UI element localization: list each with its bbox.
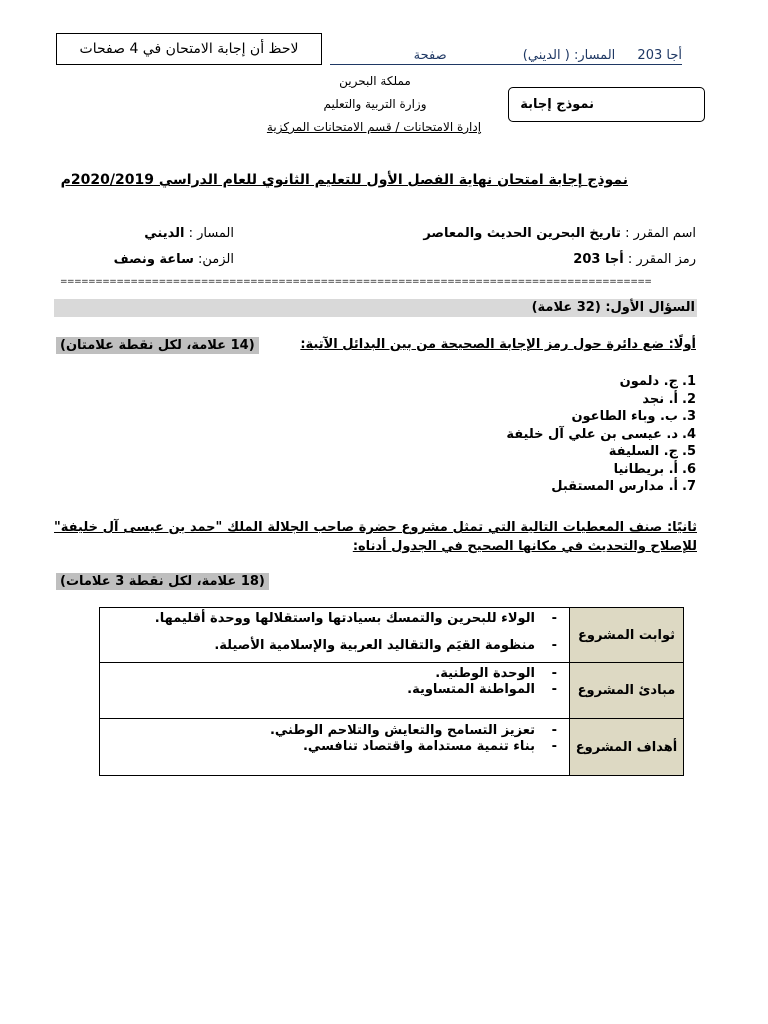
course-code-row [573,252,696,267]
list-item: - منظومة القيَم والتقاليد العربية والإسلامية الأصيلة. [104,637,557,654]
list-item: 5.ج. السليفة [608,444,696,459]
row-body [100,663,570,719]
list-item: - الولاء للبحرين والتمسك بسيادتها واستقلالها ووحدة أقليمها. [104,610,557,627]
department-name: إدارة الامتحانات / قسم الامتحانات المركزية [266,120,482,134]
row-head: ثوابت المشروع [570,608,684,663]
time-label: الزمن: [198,252,234,267]
answer-model-box [508,87,705,122]
header-track: المسار: ( الديني) [522,48,616,63]
row-head: أهداف المشروع [570,719,684,776]
header-underline [330,64,682,65]
list-item: 1.ج. دلمون [619,374,696,389]
list-item: 2.أ. نجد [642,391,696,407]
part1-title: أولًا: ضع دائرة حول رمز الإجابة الصحيحة من بين البدائل الآتية: [300,337,696,352]
list-item: 3.ب. وباء الطاعون [571,409,696,424]
list-item: - الوحدة الوطنية. [104,666,557,682]
separator-rule: ==================================================================================== [60,279,652,287]
course-name-value: تاريخ البحرين الحديث والمعاصر [423,226,621,241]
header-page-word: صفحة [413,48,447,63]
exam-title: نموذج إجابة امتحان نهاية الفصل الأول للتعليم الثانوي للعام الدراسي 2020/2019م [60,172,628,188]
course-code-label: رمز المقرر : [627,252,696,267]
kingdom-name: مملكة البحرين [339,74,411,88]
table-row [100,608,684,663]
track-value: الديني [144,226,185,241]
answers-list [506,373,696,496]
course-name-label: اسم المقرر : [625,226,696,241]
header-course-code: أجا 203 [637,48,682,63]
track-label: المسار : [188,226,234,241]
course-name-row [423,226,696,241]
header-meta [330,48,682,63]
list-item: 4.د. عيسى بن علي آل خليفة [506,426,696,442]
list-item: - بناء تنمية مستدامة واقتصاد تنافسي. [104,739,557,755]
page-count-note: لاحظ أن إجابة الامتحان في 4 صفحات [56,33,322,65]
project-table [99,607,684,776]
row-head: مبادئ المشروع [570,663,684,719]
question1-title: السؤال الأول: (32 علامة) [54,299,697,317]
track-row [144,226,234,241]
list-item: 7.أ. مدارس المستقبل [551,479,696,494]
list-item: - المواطنة المتساوية. [104,682,557,698]
part1-marks: (14 علامة، لكل نقطة علامتان) [56,337,259,354]
time-row [114,252,234,267]
time-value: ساعة ونصف [113,252,194,267]
row-body [100,608,570,663]
table-row [100,663,684,719]
list-item: 6.أ. بريطانيا [613,461,696,477]
table-row [100,719,684,776]
list-item: - تعزيز التسامح والتعايش والتلاحم الوطني. [104,723,557,739]
part2-marks: (18 علامة، لكل نقطة 3 علامات) [56,573,269,590]
ministry-name: وزارة التربية والتعليم [323,97,427,111]
course-code-value: أجا 203 [573,252,624,267]
row-body [100,719,570,776]
answer-model-label: نموذج إجابة [520,97,594,112]
part2-title: ثانيًا: صنف المعطيات التالية التي تمثل مشروع حضرة صاحب الجلالة الملك "حمد بن عيسى آل خليفة" للإصلاح والتحديث في مكانها الصحيح في الجدول أدناه: [54,520,697,554]
